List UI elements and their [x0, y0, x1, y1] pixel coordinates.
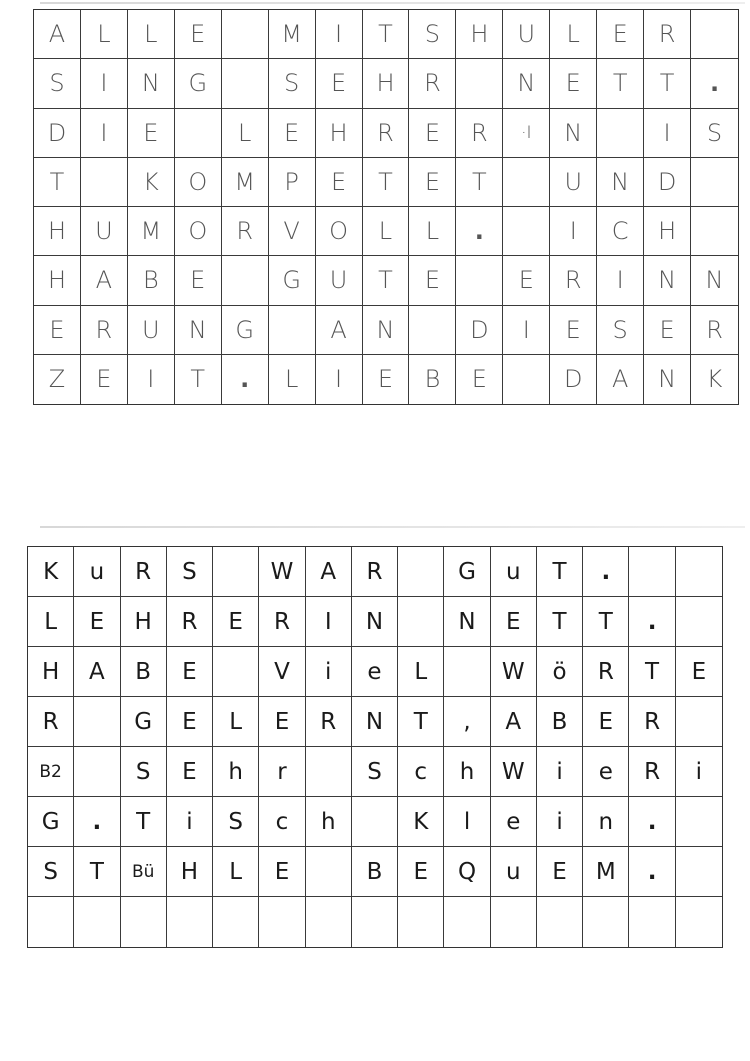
- grid-top-cell: D: [456, 306, 503, 355]
- grid-bottom-cell: S: [167, 547, 213, 597]
- grid-top-cell: E: [550, 306, 597, 355]
- grid-top-cell: E: [409, 109, 456, 158]
- grid-bottom-cell: M: [583, 847, 629, 897]
- grid-bottom-cell: R: [352, 547, 398, 597]
- grid-bottom-cell: H: [167, 847, 213, 897]
- grid-bottom-cell: [213, 897, 259, 947]
- grid-bottom-cell: [398, 897, 444, 947]
- grid-bottom-cell: e: [583, 747, 629, 797]
- grid-bottom-cell: E: [491, 597, 537, 647]
- grid-bottom-cell: n: [583, 797, 629, 847]
- grid-top-cell: I: [128, 355, 175, 404]
- grid-top-cell: N: [644, 256, 691, 305]
- grid-bottom-cell: e: [491, 797, 537, 847]
- grid-top-cell: C: [597, 207, 644, 256]
- grid-bottom-cell: S: [121, 747, 167, 797]
- grid-top-cell: S: [269, 59, 316, 108]
- grid-top-cell: L: [269, 355, 316, 404]
- grid-top-cell: U: [316, 256, 363, 305]
- grid-bottom-cell: [491, 897, 537, 947]
- grid-top-cell: N: [175, 306, 222, 355]
- grid-top-cell: R: [456, 109, 503, 158]
- grid-top-cell: I: [550, 207, 597, 256]
- grid-bottom-cell: [352, 897, 398, 947]
- grid-top-cell: S: [691, 109, 738, 158]
- grid-bottom-cell: L: [28, 597, 74, 647]
- grid-bottom-cell: N: [352, 697, 398, 747]
- grid-top-cell: [81, 158, 128, 207]
- grid-top-cell: [503, 158, 550, 207]
- grid-top-cell: S: [34, 59, 81, 108]
- grid-bottom-cell: i: [537, 797, 583, 847]
- grid-top-cell: R: [409, 59, 456, 108]
- grid-top-cell: A: [597, 355, 644, 404]
- grid-top-cell: L: [128, 10, 175, 59]
- grid-bottom-cell: .: [629, 597, 675, 647]
- grid-top-cell: M: [222, 158, 269, 207]
- grid-bottom-cell: G: [444, 547, 490, 597]
- grid-bottom-cell: .: [629, 797, 675, 847]
- letter-grid-bottom: [27, 546, 723, 948]
- grid-top-cell: L: [81, 10, 128, 59]
- grid-bottom-cell: E: [213, 597, 259, 647]
- grid-bottom-cell: G: [121, 697, 167, 747]
- grid-bottom-cell: i: [306, 647, 352, 697]
- grid-top-cell: E: [409, 158, 456, 207]
- grid-bottom-cell: [74, 747, 120, 797]
- grid-bottom-cell: G: [28, 797, 74, 847]
- grid-bottom-cell: Q: [444, 847, 490, 897]
- grid-top-cell: E: [316, 59, 363, 108]
- grid-top-cell: M: [128, 207, 175, 256]
- grid-top-cell: L: [363, 207, 410, 256]
- grid-bottom-cell: K: [28, 547, 74, 597]
- grid-top-cell: N: [363, 306, 410, 355]
- grid-bottom-cell: E: [167, 697, 213, 747]
- grid-bottom-cell: R: [306, 697, 352, 747]
- grid-bottom-cell: h: [306, 797, 352, 847]
- grid-top-cell: [456, 256, 503, 305]
- grid-bottom-cell: W: [259, 547, 305, 597]
- grid-bottom-cell: B: [121, 647, 167, 697]
- grid-top-cell: H: [644, 207, 691, 256]
- grid-top-cell: N: [597, 158, 644, 207]
- grid-top-cell: [503, 207, 550, 256]
- grid-top-cell: E: [363, 355, 410, 404]
- grid-bottom-cell: B: [537, 697, 583, 747]
- grid-top-cell: ·I: [503, 109, 550, 158]
- grid-top-cell: P: [269, 158, 316, 207]
- grid-top-cell: .: [691, 59, 738, 108]
- grid-bottom-cell: [676, 547, 722, 597]
- grid-bottom-cell: h: [444, 747, 490, 797]
- grid-top-cell: D: [550, 355, 597, 404]
- grid-bottom-cell: [28, 897, 74, 947]
- grid-top-cell: H: [456, 10, 503, 59]
- grid-top-cell: G: [269, 256, 316, 305]
- grid-top-cell: O: [175, 158, 222, 207]
- grid-bottom-cell: E: [537, 847, 583, 897]
- grid-bottom-cell: K: [398, 797, 444, 847]
- grid-top-cell: E: [269, 109, 316, 158]
- grid-top-cell: K: [706, 365, 723, 394]
- grid-top-cell: A: [316, 306, 363, 355]
- grid-bottom-cell: [306, 747, 352, 797]
- grid-bottom-cell: i: [676, 747, 722, 797]
- card-top-edge: [40, 2, 745, 4]
- grid-bottom-cell: E: [398, 847, 444, 897]
- grid-bottom-cell: [121, 897, 167, 947]
- grid-top-cell: E: [128, 109, 175, 158]
- grid-bottom-cell: [583, 897, 629, 947]
- grid-bottom-cell: T: [629, 647, 675, 697]
- grid-top-cell: A: [81, 256, 128, 305]
- grid-top-cell: E: [550, 59, 597, 108]
- card-bottom-edge: [40, 526, 745, 528]
- grid-bottom-cell: [676, 697, 722, 747]
- grid-bottom-cell: [213, 547, 259, 597]
- grid-top-cell: L: [550, 10, 597, 59]
- grid-top-cell: O: [175, 207, 222, 256]
- grid-bottom-cell: R: [629, 697, 675, 747]
- grid-top-cell: Z: [34, 355, 81, 404]
- grid-top-cell: [691, 207, 738, 256]
- grid-top-cell: I: [316, 355, 363, 404]
- grid-top-cell: D: [34, 109, 81, 158]
- grid-top-cell: I: [81, 59, 128, 108]
- grid-top-cell: E: [316, 158, 363, 207]
- grid-bottom-cell: R: [28, 697, 74, 747]
- grid-top-cell: [503, 355, 550, 404]
- grid-bottom-cell: l: [444, 797, 490, 847]
- grid-bottom-cell: T: [398, 697, 444, 747]
- grid-bottom-cell: [352, 797, 398, 847]
- grid-bottom-cell: [74, 897, 120, 947]
- grid-bottom-cell: E: [74, 597, 120, 647]
- grid-top-cell: L: [222, 109, 269, 158]
- grid-bottom-cell: B2: [28, 747, 74, 797]
- grid-bottom-cell: H: [121, 597, 167, 647]
- grid-bottom-cell: c: [398, 747, 444, 797]
- grid-bottom-cell: i: [537, 747, 583, 797]
- grid-bottom-cell: Bü: [121, 847, 167, 897]
- grid-bottom-cell: [306, 847, 352, 897]
- grid-top-cell: H: [363, 59, 410, 108]
- grid-top-cell: H: [34, 256, 81, 305]
- grid-bottom-cell: A: [306, 547, 352, 597]
- grid-top-cell: U: [81, 207, 128, 256]
- grid-top-cell: I: [316, 10, 363, 59]
- grid-top-cell: [175, 109, 222, 158]
- grid-top-cell: .: [222, 355, 269, 404]
- grid-top-cell: R: [363, 109, 410, 158]
- grid-top-cell: T: [175, 355, 222, 404]
- grid-top-cell: N: [691, 256, 738, 305]
- grid-bottom-cell: A: [491, 697, 537, 747]
- grid-top-cell: R: [691, 306, 738, 355]
- grid-top-cell: I: [81, 109, 128, 158]
- grid-top-cell: E: [409, 256, 456, 305]
- grid-bottom-cell: E: [583, 697, 629, 747]
- grid-top-cell: T: [456, 158, 503, 207]
- grid-top-cell: [222, 10, 269, 59]
- grid-bottom-cell: [306, 897, 352, 947]
- grid-bottom-cell: S: [28, 847, 74, 897]
- grid-bottom-cell: c: [259, 797, 305, 847]
- grid-bottom-cell: [444, 647, 490, 697]
- grid-bottom-cell: [213, 647, 259, 697]
- grid-bottom-cell: R: [259, 597, 305, 647]
- grid-bottom-cell: [629, 547, 675, 597]
- grid-top-cell: M: [269, 10, 316, 59]
- grid-bottom-cell: S: [352, 747, 398, 797]
- grid-bottom-cell: L: [213, 697, 259, 747]
- grid-top-cell: H: [316, 109, 363, 158]
- grid-bottom-cell: [676, 597, 722, 647]
- grid-bottom-cell: N: [444, 597, 490, 647]
- grid-bottom-cell: .: [74, 797, 120, 847]
- grid-top-cell: L: [409, 207, 456, 256]
- grid-bottom-cell: h: [213, 747, 259, 797]
- grid-top-cell: [597, 109, 644, 158]
- grid-top-cell: E: [644, 306, 691, 355]
- grid-bottom-cell: [537, 897, 583, 947]
- grid-top-cell: T: [363, 10, 410, 59]
- grid-bottom-cell: R: [121, 547, 167, 597]
- grid-top-cell: N: [550, 109, 597, 158]
- grid-bottom-cell: T: [74, 847, 120, 897]
- grid-bottom-cell: .: [629, 847, 675, 897]
- grid-top-cell: N: [503, 59, 550, 108]
- grid-bottom-cell: i: [167, 797, 213, 847]
- grid-top-cell: S: [409, 10, 456, 59]
- grid-bottom-cell: ,: [444, 697, 490, 747]
- grid-bottom-cell: A: [74, 647, 120, 697]
- grid-bottom-cell: u: [491, 547, 537, 597]
- grid-bottom-cell: L: [213, 847, 259, 897]
- grid-top-cell: G: [222, 306, 269, 355]
- grid-bottom-cell: E: [259, 697, 305, 747]
- grid-bottom-cell: T: [537, 547, 583, 597]
- grid-bottom-cell: R: [167, 597, 213, 647]
- grid-top-cell: U: [128, 306, 175, 355]
- grid-bottom-cell: B: [352, 847, 398, 897]
- grid-bottom-cell: E: [167, 747, 213, 797]
- grid-top-cell: T: [363, 158, 410, 207]
- grid-top-cell: E: [456, 355, 503, 404]
- grid-top-cell: N: [644, 355, 691, 404]
- grid-bottom-cell: [676, 797, 722, 847]
- grid-bottom-cell: H: [28, 647, 74, 697]
- grid-bottom-cell: [259, 897, 305, 947]
- grid-top-cell: [409, 306, 456, 355]
- grid-top-cell: E: [34, 306, 81, 355]
- grid-top-cell: E: [503, 256, 550, 305]
- grid-bottom-cell: E: [259, 847, 305, 897]
- grid-bottom-cell: [74, 697, 120, 747]
- grid-top-cell: E: [175, 256, 222, 305]
- grid-top-cell: .: [456, 207, 503, 256]
- grid-top-cell: T: [644, 59, 691, 108]
- grid-top-cell: [222, 256, 269, 305]
- grid-top-cell: E: [597, 10, 644, 59]
- grid-bottom-cell: T: [583, 597, 629, 647]
- grid-bottom-cell: W: [491, 747, 537, 797]
- grid-top-cell: S: [597, 306, 644, 355]
- grid-top-cell: T: [597, 59, 644, 108]
- grid-bottom-cell: E: [167, 647, 213, 697]
- grid-top-cell: [691, 10, 738, 59]
- grid-bottom-cell: [444, 897, 490, 947]
- grid-bottom-cell: T: [121, 797, 167, 847]
- grid-top-cell: R: [644, 10, 691, 59]
- grid-top-cell: V: [269, 207, 316, 256]
- grid-top-cell: R: [222, 207, 269, 256]
- grid-bottom-cell: I: [306, 597, 352, 647]
- grid-top-cell: K: [128, 158, 175, 207]
- grid-bottom-cell: [167, 897, 213, 947]
- grid-bottom-cell: [676, 897, 722, 947]
- grid-bottom-cell: V: [259, 647, 305, 697]
- grid-bottom-cell: u: [491, 847, 537, 897]
- grid-top-cell: U: [503, 10, 550, 59]
- grid-top-cell: R: [81, 306, 128, 355]
- grid-bottom-cell: ö: [537, 647, 583, 697]
- grid-top-cell: H: [34, 207, 81, 256]
- grid-top-cell: [269, 306, 316, 355]
- grid-top-cell: T: [363, 256, 410, 305]
- grid-top-cell: N: [128, 59, 175, 108]
- grid-top-cell: D: [644, 158, 691, 207]
- grid-bottom-cell: T: [537, 597, 583, 647]
- grid-top-cell: O: [316, 207, 363, 256]
- grid-top-cell: G: [175, 59, 222, 108]
- grid-top-cell: B: [409, 355, 456, 404]
- grid-bottom-cell: r: [259, 747, 305, 797]
- grid-bottom-cell: R: [583, 647, 629, 697]
- grid-bottom-cell: e: [352, 647, 398, 697]
- grid-bottom-cell: [398, 547, 444, 597]
- grid-bottom-cell: S: [213, 797, 259, 847]
- grid-top-cell: A: [34, 10, 81, 59]
- grid-bottom-cell: u: [74, 547, 120, 597]
- grid-top-cell: T: [34, 158, 81, 207]
- grid-bottom-cell: W: [491, 647, 537, 697]
- grid-bottom-cell: E: [676, 647, 722, 697]
- grid-bottom-cell: L: [398, 647, 444, 697]
- grid-top-cell: I: [503, 306, 550, 355]
- grid-top-cell: [222, 59, 269, 108]
- grid-top-cell: I: [597, 256, 644, 305]
- grid-bottom-cell: [629, 897, 675, 947]
- grid-bottom-cell: .: [583, 547, 629, 597]
- grid-top-cell: R: [550, 256, 597, 305]
- grid-top-cell: I: [644, 109, 691, 158]
- grid-top-cell: [691, 158, 738, 207]
- grid-top-cell: B: [128, 256, 175, 305]
- grid-top-cell: U: [550, 158, 597, 207]
- letter-grid-top: [33, 9, 739, 405]
- grid-top-cell: E: [175, 10, 222, 59]
- grid-bottom-cell: [676, 847, 722, 897]
- grid-bottom-cell: R: [629, 747, 675, 797]
- grid-bottom-cell: [398, 597, 444, 647]
- grid-top-cell: [456, 59, 503, 108]
- grid-bottom-cell: N: [352, 597, 398, 647]
- grid-top-cell: E: [81, 355, 128, 404]
